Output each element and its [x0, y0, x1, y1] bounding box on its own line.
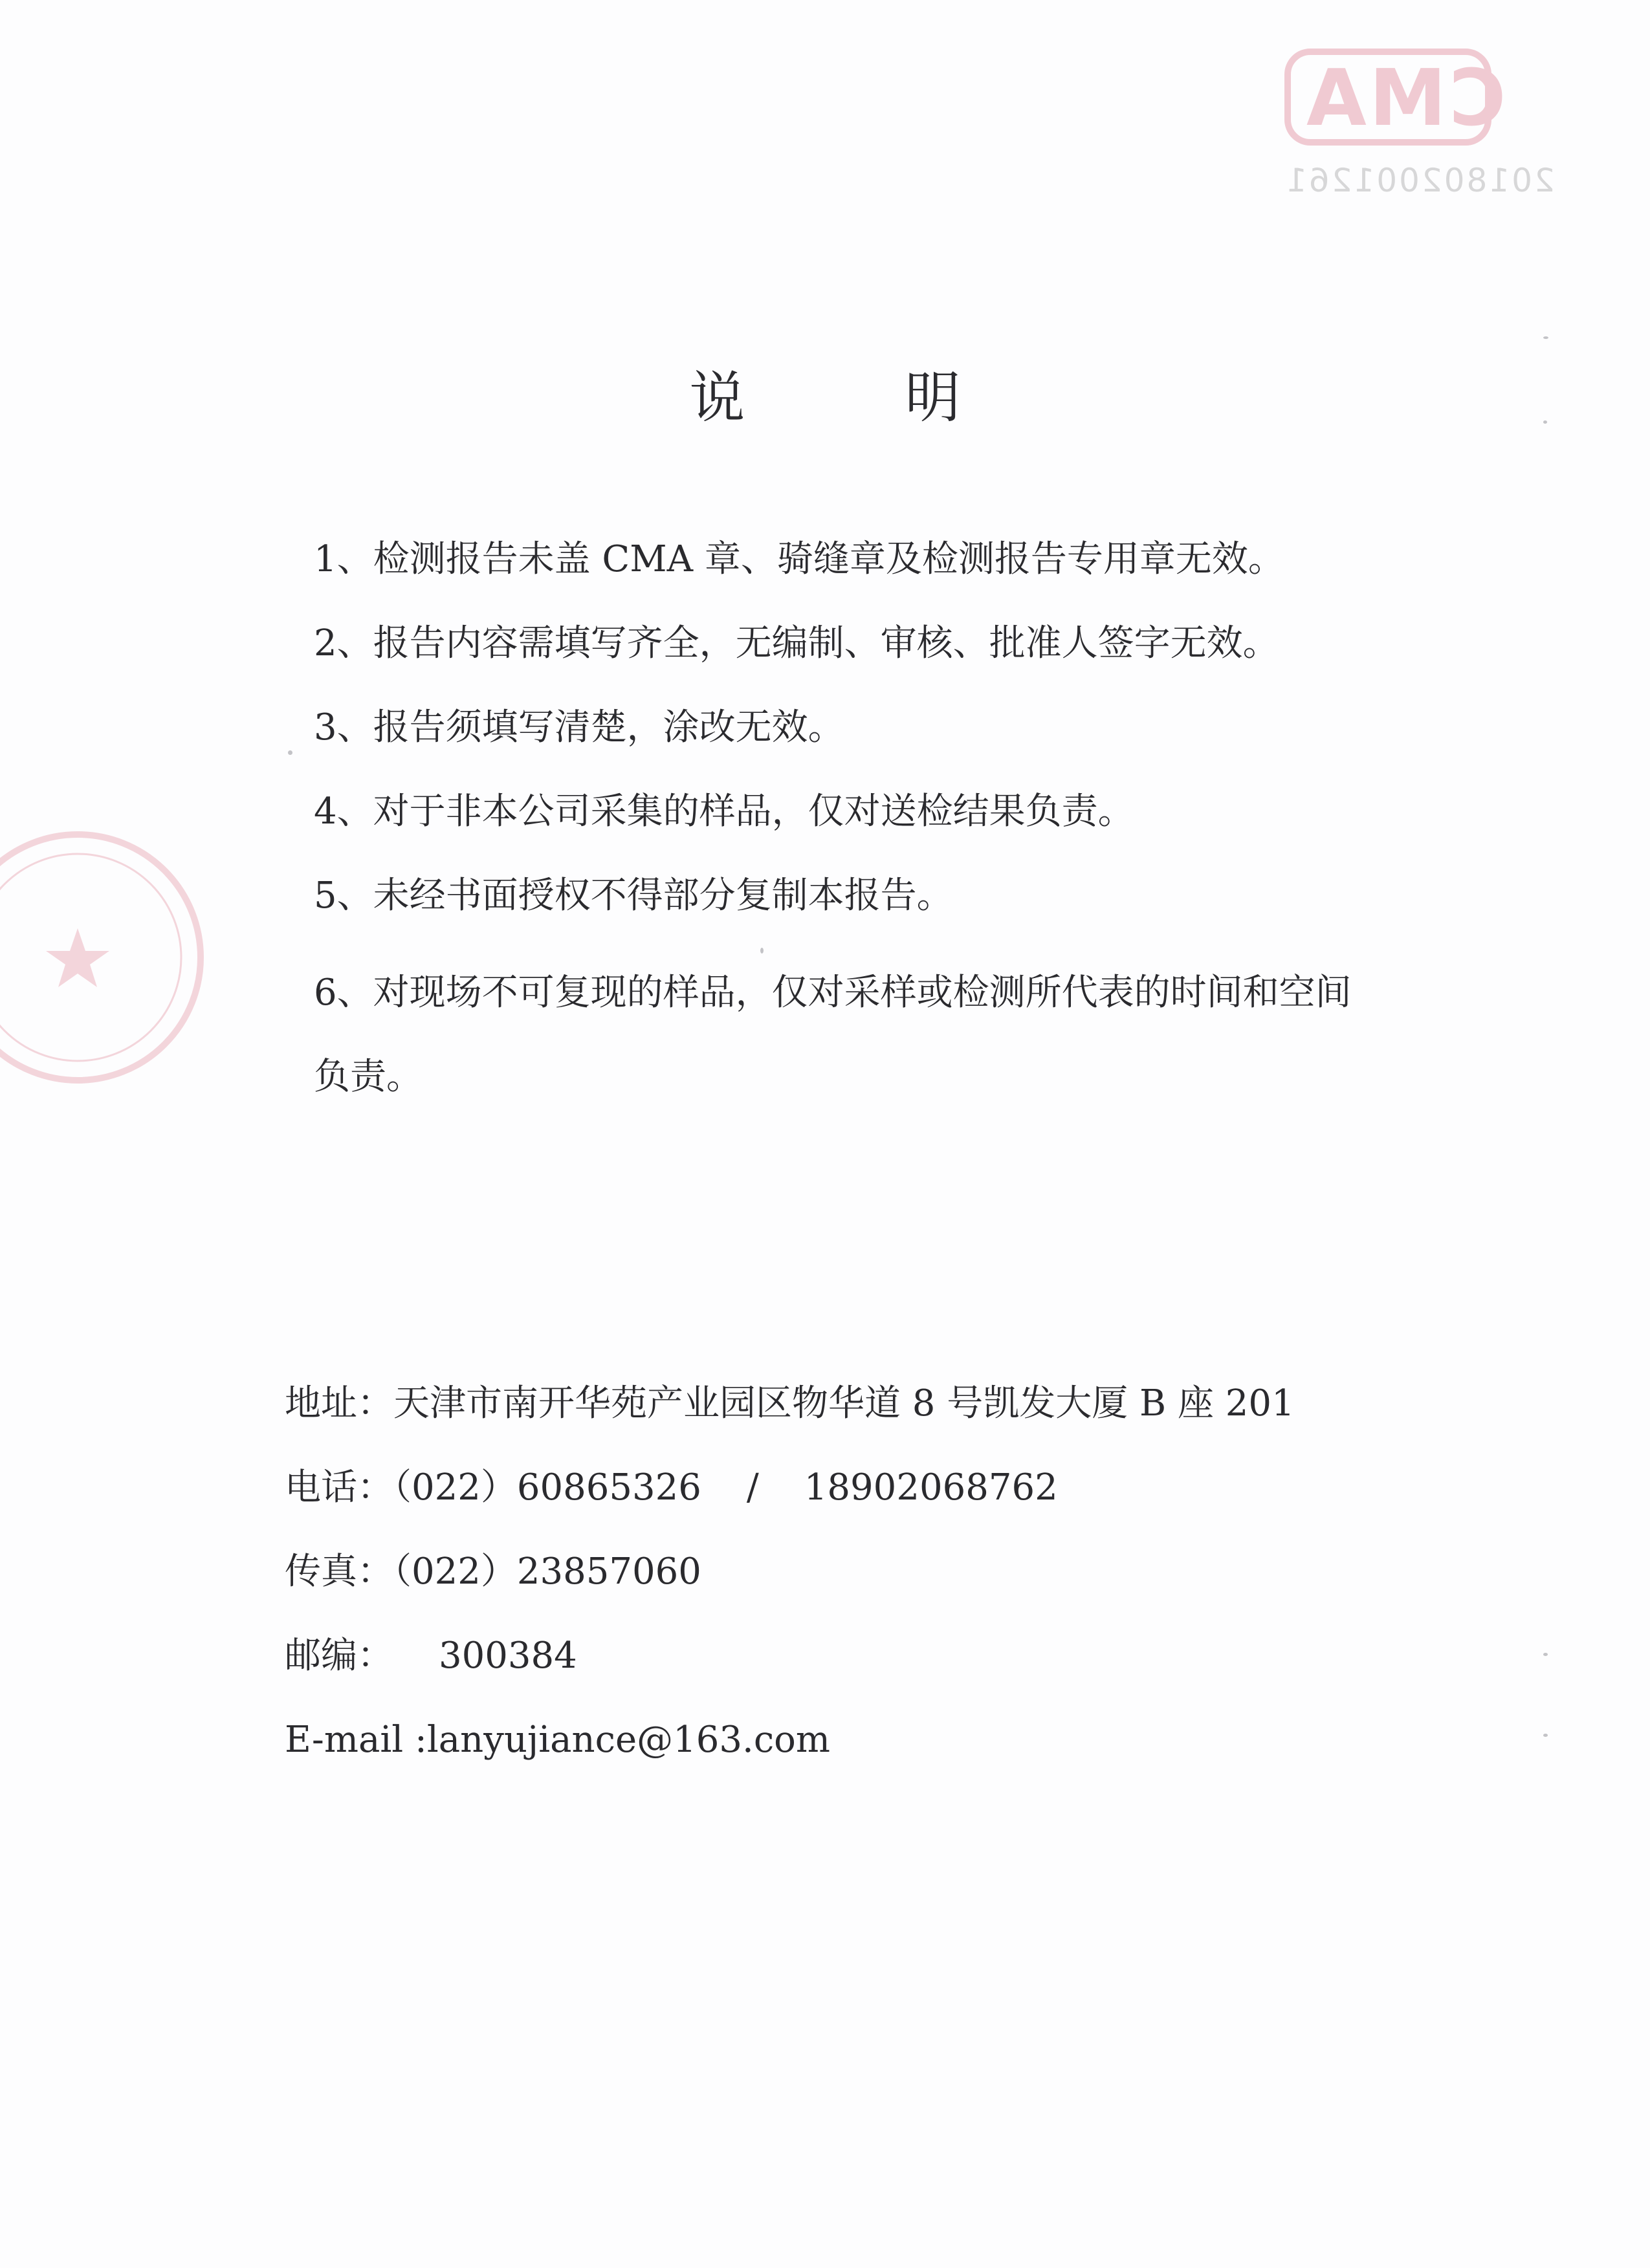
- page-title: 说 明: [689, 365, 1032, 430]
- mobile-value: 18902068762: [804, 1467, 1058, 1509]
- cma-stamp-code: 201802001261: [1284, 162, 1555, 199]
- fax-value: （022）23857060: [393, 1551, 701, 1593]
- scan-speck: [1543, 1653, 1548, 1656]
- note-item: 3、报告须填写清楚，涂改无效。: [314, 706, 844, 748]
- fax-label: 传真：: [285, 1551, 393, 1593]
- address-value: 天津市南开华苑产业园区物华道 8 号凯发大厦 B 座 201: [393, 1382, 1295, 1424]
- note-item: 6、对现场不可复现的样品，仅对采样或检测所代表的时间和空间负责。: [314, 972, 1352, 1098]
- address-label: 地址：: [285, 1382, 393, 1424]
- phone-separator: /: [746, 1467, 759, 1509]
- phone-label: 电话：: [285, 1467, 393, 1509]
- note-item: 2、报告内容需填写齐全，无编制、审核、批准人签字无效。: [314, 622, 1279, 664]
- postcode-label: 邮编：: [285, 1635, 393, 1677]
- postcode-line: [285, 1627, 1449, 1711]
- email-line: [285, 1711, 1449, 1795]
- postcode-value: 300384: [439, 1635, 577, 1677]
- scan-speck: [1543, 1734, 1548, 1737]
- note-item: 5、未经书面授权不得部分复制本报告。: [314, 875, 953, 917]
- cma-stamp-letters: CMA: [1304, 54, 1506, 144]
- scan-speck: [1543, 336, 1548, 339]
- scan-speck: [760, 948, 764, 954]
- phone-value: （022）60865326: [393, 1467, 701, 1509]
- contact-block: [285, 1375, 1449, 1795]
- cma-stamp: [1284, 49, 1555, 210]
- notes-list: [314, 530, 1414, 1119]
- fax-line: [285, 1543, 1449, 1627]
- scan-speck: [288, 750, 292, 755]
- scan-speck: [1543, 420, 1547, 424]
- company-seal-icon: [0, 822, 214, 1093]
- email-label: E-mail :: [285, 1719, 427, 1761]
- address-line: [285, 1375, 1449, 1459]
- phone-line: [285, 1459, 1449, 1543]
- email-value: lanyujiance@163.com: [426, 1719, 830, 1761]
- note-item: 1、检测报告未盖 CMA 章、骑缝章及检测报告专用章无效。: [314, 538, 1284, 580]
- note-item: 4、对于非本公司采集的样品，仅对送检结果负责。: [314, 791, 1134, 833]
